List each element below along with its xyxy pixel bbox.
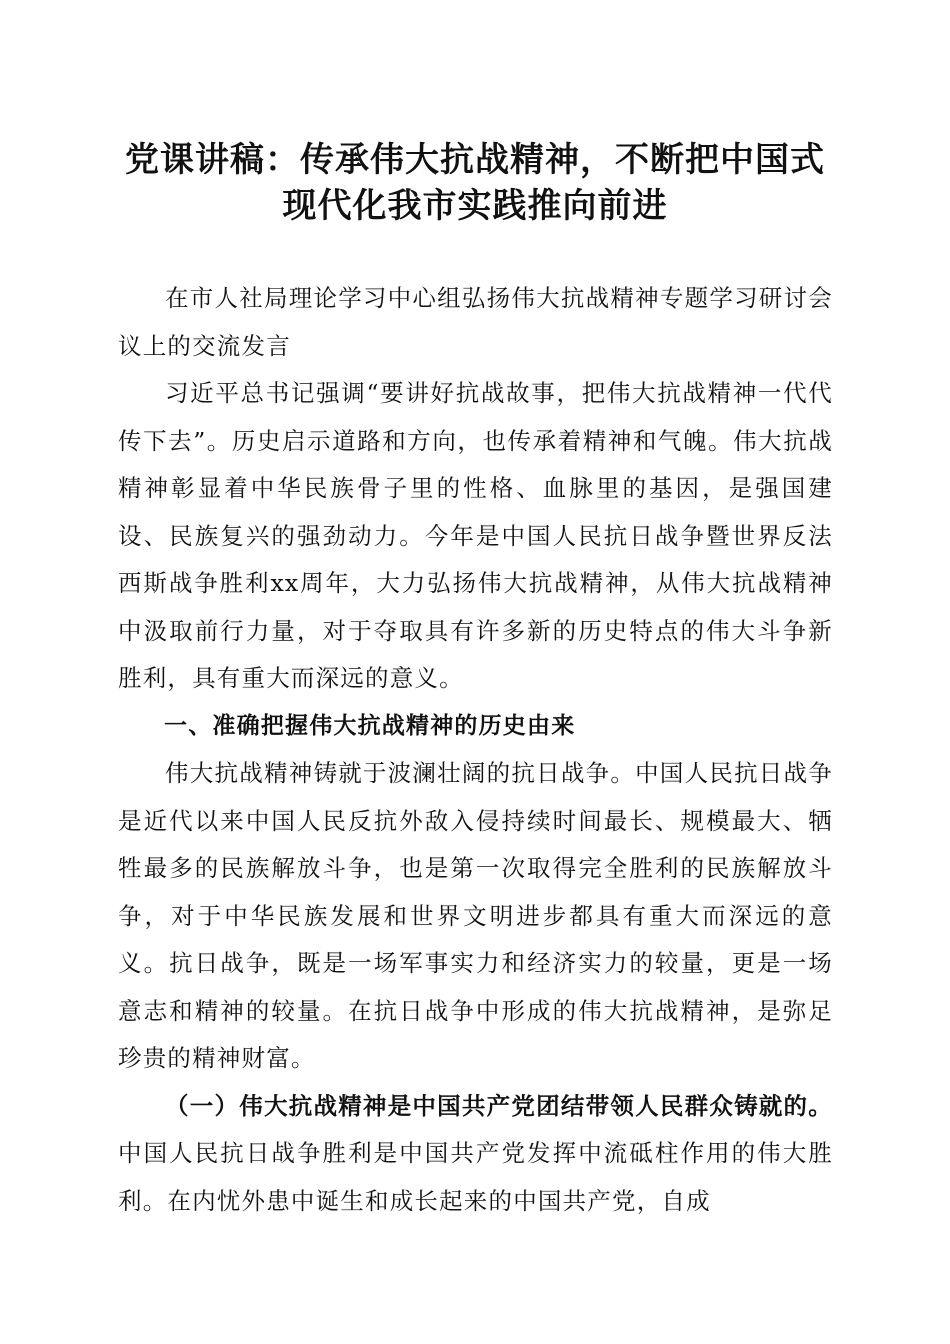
section-paragraph: 伟大抗战精神铸就于波澜壮阔的抗日战争。中国人民抗日战争是近代以来中国人民反抗外敌入侵持续时间最长、规模最大、牺牲最多的民族解放斗争，也是第一次取得完全胜利的民族解放斗争，对于中华民族发展和世界文明进步都具有重大而深远的意义。抗日战争，既是一场军事实力和经济实力的较量，更是一场意志和精神的较量。在抗日战争中形成的伟大抗战精神，是弥足珍贵的精神财富。 [118,759,833,1072]
intro-paragraph: 在市人社局理论学习中心组弘扬伟大抗战精神专题学习研讨会议上的交流发言 [118,284,833,360]
section-heading: 一、准确把握伟大抗战精神的历史由来 [164,712,576,739]
subsection-heading: （一）伟大抗战精神是中国共产党团结带领人民群众铸就的。 [165,1091,833,1120]
document-title-line-1: 党课讲稿：传承伟大抗战精神，不断把中国式 [125,140,825,180]
document-body [118,275,833,1225]
subsection-text: 中国人民抗日战争胜利是中国共产党发挥中流砥柱作用的伟大胜利。在内忧外患中诞生和成长起来的中国共产党，自成 [118,1139,833,1215]
document-title-line-2: 现代化我市实践推向前进 [282,186,668,226]
body-paragraph: 习近平总书记强调“要讲好抗战故事，把伟大抗战精神一代代传下去”。历史启示道路和方向，也传承着精神和气魄。伟大抗战精神彰显着中华民族骨子里的性格、血脉里的基因，是强国建设、民族复兴的强劲动力。今年是中国人民抗日战争暨世界反法西斯战争胜利xx周年，大力弘扬伟大抗战精神，从伟大抗战精神中汲取前行力量，对于夺取具有许多新的历史特点的伟大斗争新胜利，具有重大而深远的意义。 [118,379,833,692]
subsection-paragraph [118,1083,833,1226]
